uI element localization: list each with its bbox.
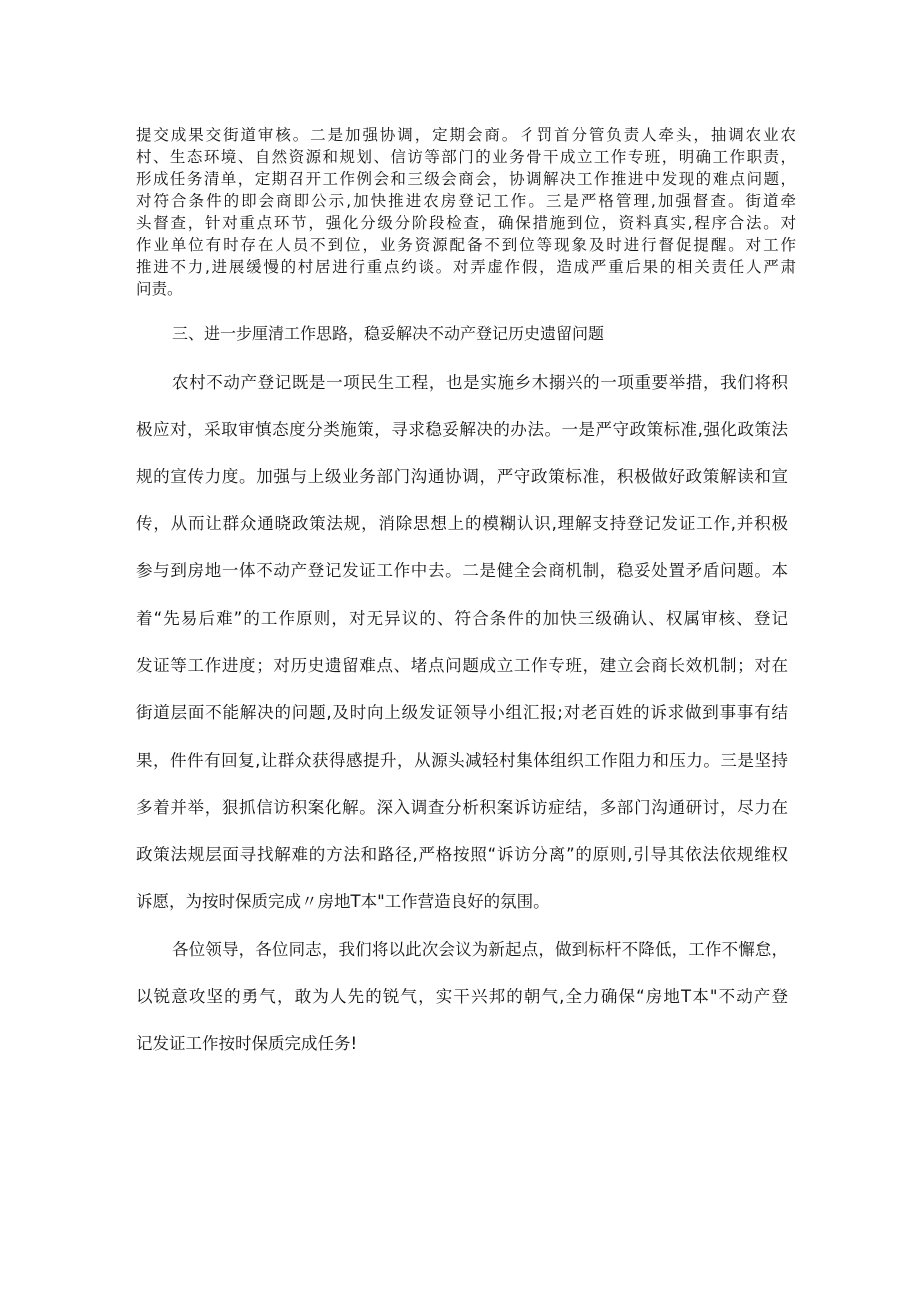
paragraph-line: 问责。 <box>136 280 183 298</box>
paragraph-line: 诉愿，为按时保质完成〃房地T本"工作营造良好的氛围。 <box>136 892 550 911</box>
paragraph-line: 发证等工作进度；对历史遗留难点、堵点问题成立工作专班，建立会商长效机制；对在 <box>136 656 788 675</box>
paragraph-line: 以锐意攻坚的勇气，敢为人先的锐气，实干兴邦的朝气,全力确保“房地T本"不动产登 <box>136 987 788 1006</box>
paragraph-line: 各位领导，各位同志，我们将以此次会议为新起点，做到标杆不降低，工作不懈怠， <box>172 940 788 959</box>
paragraph-line: 果，件件有回复,让群众获得感提升，从源头减轻村集体组织工作阻力和压力。三是坚持 <box>136 751 788 770</box>
paragraph-line: 对符合条件的即会商即公示,加快推进农房登记工作。三是严格管理,加强督查。街道牵 <box>136 192 796 210</box>
paragraph-line: 作业单位有时存在人员不到位，业务资源配备不到位等现象及时进行督促提醒。对工作 <box>136 236 796 254</box>
paragraph-line: 头督查，针对重点环节，强化分级分阶段检查，确保措施到位，资料真实,程序合法。对 <box>136 214 796 232</box>
paragraph-line: 多着并举，狠抓信访积案化解。深入调查分析积案诉访症结，多部门沟通研讨，尽力在 <box>136 798 788 817</box>
paragraph-line: 政策法规层面寻找解难的方法和路径,严格按照“诉访分离”的原则,引导其依法依规维权 <box>136 845 788 864</box>
section-heading: 三、进一步厘清工作思路，稳妥解决不动产登记历史遗留问题 <box>172 324 605 343</box>
paragraph-line: 记发证工作按时保质完成任务! <box>136 1034 358 1053</box>
paragraph-line: 形成任务清单，定期召开工作例会和三级会商会，协调解决工作推进中发现的难点问题， <box>136 170 796 188</box>
paragraph-line: 农村不动产登记既是一项民生工程，也是实施乡木搦兴的一项重要举措，我们将积 <box>172 373 788 392</box>
paragraph-line: 提交成果交街道审核。二是加强协调，定期会商。彳罚首分管负责人牵头，抽调农业农 <box>136 126 796 144</box>
paragraph-line: 村、生态环境、自然资源和规划、信访等部门的业务骨干成立工作专班，明确工作职责， <box>136 148 796 166</box>
paragraph-line: 推进不力,进展缓慢的村居进行重点约谈。对弄虚作假，造成严重后果的相关责任人严肃 <box>136 258 796 276</box>
paragraph-line: 着“先易后难”的工作原则，对无异议的、符合条件的加快三级确认、权属审核、登记 <box>136 609 788 628</box>
paragraph-line: 规的宣传力度。加强与上级业务部门沟通协调，严守政策标准，积极做好政策解读和宣 <box>136 467 788 486</box>
paragraph-line: 街道层面不能解决的问题,及时向上级发证领导小组汇报;对老百姓的诉求做到事事有结 <box>136 703 788 722</box>
paragraph-line: 参与到房地一体不动产登记发证工作中去。二是健全会商机制，稳妥处置矛盾问题。本 <box>136 561 788 580</box>
paragraph-line: 极应对，采取审慎态度分类施策，寻求稳妥解决的办法。一是严守政策标准,强化政策法 <box>136 420 788 439</box>
paragraph-line: 传，从而让群众通晓政策法规，消除思想上的模糊认识,理解支持登记发证工作,并积极 <box>136 514 788 533</box>
